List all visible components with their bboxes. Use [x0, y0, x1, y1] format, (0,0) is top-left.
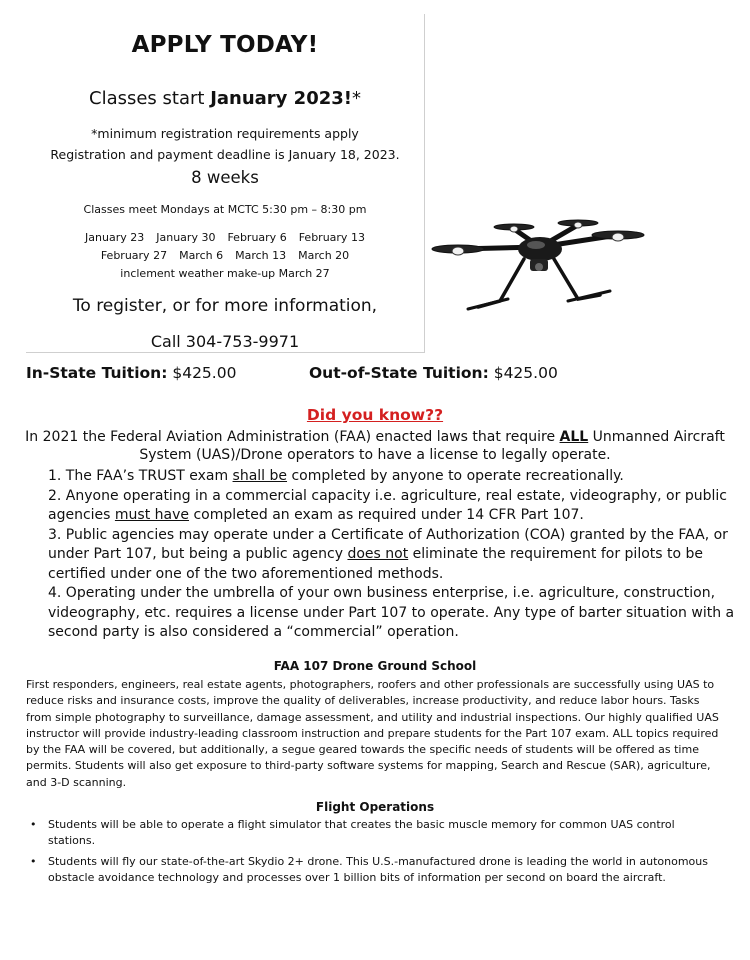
ground-school-heading: FAA 107 Drone Ground School	[273, 659, 477, 673]
bullet-text: Students will be able to operate a flight simulator that creates the basic muscle memory for common UAS control stations.	[48, 818, 675, 848]
course-length: 8 weeks	[191, 168, 259, 187]
apply-box	[26, 14, 425, 353]
class-date: March 13	[235, 249, 287, 262]
class-date: March 6	[179, 249, 224, 262]
apply-title: APPLY TODAY!	[131, 32, 319, 58]
item-emphasis: does not	[347, 546, 409, 562]
list-item	[48, 487, 738, 526]
ground-school-description: First responders, engineers, real estate agents, photographers, roofers and other professionals are successfully using UAS to reduce risks and insurance costs, improve the quality of deliverables, increase productivity, and reduce labor hours. Tasks from simple photography to surveillance, damage assessment, and utility and industrial inspections. Our highly qualified UAS instructor will provide industry-leading classroom instruction and prepare students for the Part 107 exam. ALL topics required by the FAA will be covered, but additionally, a segue geared towards the specific needs of students will be offered as time permits. Students will also get exposure to third-party software systems for mapping, Search and Rescue (SAR), agriculture, and 3-D scanning.	[26, 678, 719, 789]
class-date: January 23	[85, 231, 145, 244]
did-you-know-list	[48, 467, 738, 643]
class-date: February 27	[100, 249, 168, 262]
did-you-know-heading: Did you know??	[306, 406, 444, 424]
item-text: completed by anyone to operate recreationally.	[287, 468, 624, 484]
list-item	[48, 467, 738, 487]
registration-deadline: Registration and payment deadline is January 18, 2023.	[50, 147, 400, 162]
in-state-label: In-State Tuition:	[26, 364, 168, 382]
classes-start-prefix: Classes start	[89, 88, 211, 109]
out-state-label: Out-of-State Tuition:	[309, 364, 489, 382]
min-registration-note: *minimum registration requirements apply	[91, 126, 359, 141]
classes-start	[26, 88, 424, 109]
flight-operations-heading: Flight Operations	[315, 800, 435, 814]
classes-start-date: January 2023!	[210, 88, 352, 109]
class-date: March 20	[298, 249, 350, 262]
class-schedule: Classes meet Mondays at MCTC 5:30 pm – 8:30 pm	[83, 203, 367, 216]
item-text: 1. The FAA’s TRUST exam	[48, 468, 233, 484]
item-emphasis: must have	[114, 507, 190, 523]
bullet-icon: •	[30, 818, 37, 831]
class-date: February 13	[298, 231, 365, 244]
list-item	[48, 526, 738, 585]
did-you-know-intro	[24, 428, 726, 464]
in-state-tuition	[26, 364, 236, 382]
in-state-price: $425.00	[167, 364, 237, 382]
flight-operations-list	[26, 817, 716, 890]
intro-text: In 2021 the Federal Aviation Administration (FAA) enacted laws that require	[25, 429, 560, 445]
classes-start-suffix: *	[352, 88, 361, 109]
item-text: 2. Anyone operating in a commercial capacity i.e. agriculture, real estate, videography, or public agencies	[48, 487, 727, 523]
intro-text: Unmanned Aircraft System (UAS)/Drone operators to have a license to legally operate.	[139, 429, 725, 463]
out-of-state-tuition	[309, 364, 558, 382]
list-item	[26, 854, 716, 887]
list-item: 4. Operating under the umbrella of your own business enterprise, i.e. agriculture, construction, videography, etc. requires a license under Part 107 to operate. Any type of barter situation with a second party is also considered a “commercial” operation.	[48, 585, 735, 640]
list-item	[26, 817, 716, 850]
class-dates	[26, 229, 424, 283]
intro-emphasis: ALL	[559, 429, 589, 445]
class-date: January 30	[156, 231, 216, 244]
dates-row	[26, 229, 424, 247]
item-text: 3. Public agencies may operate under a Certificate of Authorization (COA) granted by the FAA, or under Part 107, but being a public agency	[48, 526, 728, 562]
bullet-text: Students will fly our state-of-the-art Skydio 2+ drone. This U.S.-manufactured drone is leading the world in autonomous obstacle avoidance technology and processes over 1 billion bits of information per second on board the aircraft.	[48, 854, 708, 884]
dates-row	[26, 247, 424, 265]
item-text: eliminate the requirement for pilots to be certified under one of the two aforementioned methods.	[48, 546, 704, 582]
makeup-date: inclement weather make-up March 27	[120, 267, 330, 280]
quadcopter-drone-icon	[428, 215, 650, 323]
class-date: February 6	[227, 231, 287, 244]
item-text: completed an exam as required under 14 CFR Part 107.	[189, 507, 584, 523]
bullet-icon: •	[30, 854, 37, 868]
item-emphasis: shall be	[232, 468, 288, 484]
phone-number: Call 304-753-9971	[150, 332, 300, 351]
out-state-price: $425.00	[488, 364, 558, 382]
register-text: To register, or for more information,	[72, 296, 378, 316]
